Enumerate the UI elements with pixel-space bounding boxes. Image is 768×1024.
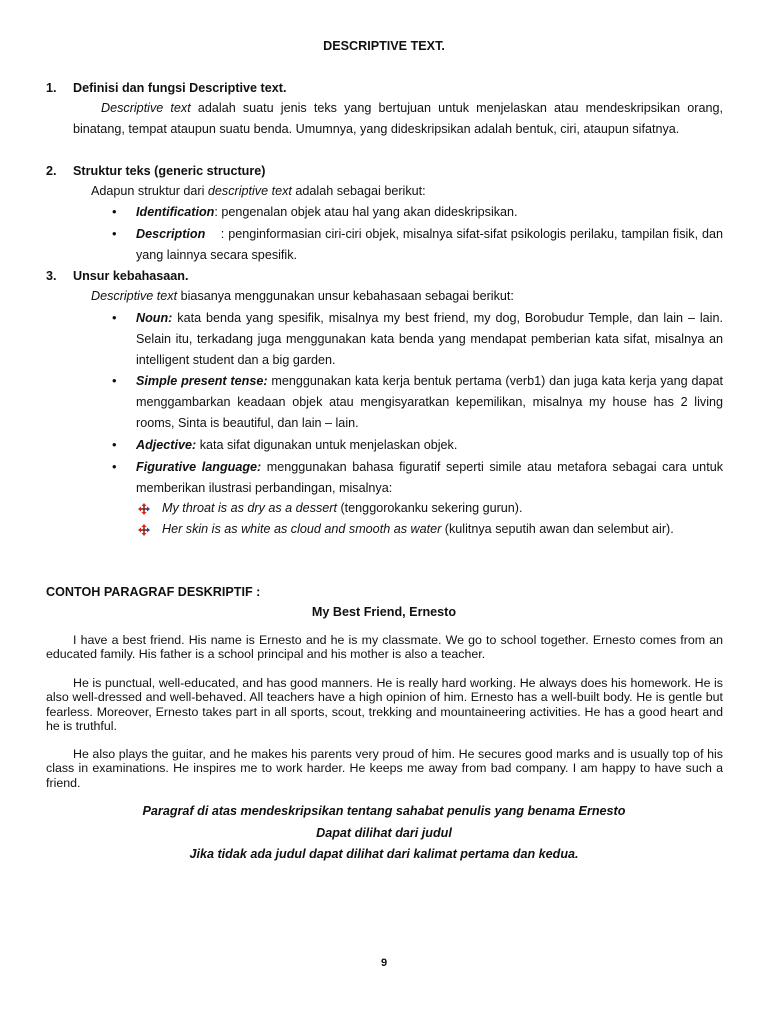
- bullet-figurative: [136, 457, 723, 499]
- story-title: My Best Friend, Ernesto: [311, 605, 457, 619]
- bullet-text: menggunakan kata kerja bentuk pertama (verb1) dan juga kata kerja yang dapat menggambarkan keadaan objek atau mengisyaratkan kepemilikan, misalnya my house has 2 living rooms, Sinta is beautiful, dan lain – lain.: [136, 374, 723, 430]
- bullet-term: Noun:: [136, 311, 173, 325]
- section-2-lead: [91, 181, 723, 202]
- example-english: My throat is as dry as a dessert: [162, 501, 337, 515]
- conclusion: [0, 801, 768, 866]
- section-3-number: 3.: [46, 269, 57, 283]
- bullet-term: Description: [136, 227, 206, 241]
- bullet-marker: •: [112, 310, 117, 325]
- page-number: 9: [380, 957, 388, 969]
- bullet-description: [136, 224, 723, 266]
- bullet-text: menggunakan bahasa figuratif seperti simile atau metafora sebagai cara untuk memberikan ilustrasi perbandingan, misalnya:: [136, 460, 723, 495]
- example-translation: (tenggorokanku sekering gurun).: [336, 501, 523, 515]
- section-1-body: [73, 98, 723, 140]
- bullet-simple-present: [136, 371, 723, 433]
- figurative-example-1: [162, 498, 723, 519]
- section-2-lead-post: adalah sebagai berikut:: [291, 184, 426, 198]
- bullet-noun: [136, 308, 723, 370]
- bullet-marker: •: [112, 459, 117, 474]
- section-3-heading: Unsur kebahasaan.: [73, 269, 189, 283]
- example-translation: (kulitnya seputih awan dan selembut air).: [441, 522, 674, 536]
- bullet-marker: •: [112, 204, 117, 219]
- conclusion-line-1: Paragraf di atas mendeskripsikan tentang sahabat penulis yang benama Ernesto: [142, 804, 626, 818]
- bullet-marker: •: [112, 437, 117, 452]
- section-2-lead-pre: Adapun struktur dari: [91, 184, 208, 198]
- story-paragraph-1: I have a best friend. His name is Ernesto and he is my classmate. We go to school together. Ernesto comes from an educated family. His father is a school principal and his mother is also a teacher.: [46, 633, 723, 662]
- example-english: Her skin is as white as cloud and smooth as water: [162, 522, 442, 536]
- conclusion-line-2: Dapat dilihat dari judul: [316, 825, 452, 840]
- figurative-example-2: [162, 519, 723, 540]
- section-2-lead-term: descriptive text: [207, 184, 292, 198]
- section-3-lead: [91, 286, 723, 307]
- section-1-number: 1.: [46, 81, 57, 95]
- document-title: DESCRIPTIVE TEXT.: [323, 39, 445, 53]
- section-3-lead-term: Descriptive text: [91, 289, 178, 303]
- section-2-heading: Struktur teks (generic structure): [73, 164, 266, 178]
- story-paragraph-3: He also plays the guitar, and he makes his parents very proud of him. He secures good marks and is usually top of his class in examinations. He inspires me to work harder. He keeps me away from bad company. I am happy to have such a friend.: [46, 747, 723, 790]
- bullet-term: Identification: [136, 205, 215, 219]
- section-1-term: Descriptive text: [101, 101, 191, 115]
- bullet-marker: •: [112, 373, 117, 388]
- bullet-term: Simple present tense:: [136, 374, 268, 388]
- conclusion-line-3: Jika tidak ada judul dapat dilihat dari kalimat pertama dan kedua.: [189, 847, 579, 861]
- four-way-arrow-icon: [137, 502, 151, 516]
- example-heading: CONTOH PARAGRAF DESKRIPTIF :: [46, 585, 261, 599]
- bullet-identification: [136, 202, 723, 223]
- story-paragraph-2: He is punctual, well-educated, and has good manners. He is really hard working. He always does his homework. He is also well-dressed and well-behaved. All teachers have a high opinion of him. Ernesto has a well-built body. He is gentle but fearless. Moreover, Ernesto takes part in all sports, scout, trekking and mountaineering activities. He has a good heart and he is truthful.: [46, 676, 723, 733]
- section-1-text: adalah suatu jenis teks yang bertujuan untuk menjelaskan atau mendeskripsikan orang, binatang, tempat ataupun suatu benda. Umumnya, yang dideskripsikan adalah bentuk, ciri, ataupun sifatnya.: [73, 101, 723, 136]
- bullet-marker: •: [112, 226, 117, 241]
- section-2-number: 2.: [46, 164, 57, 178]
- bullet-text: : penginformasian ciri-ciri objek, misalnya sifat-sifat psikologis perilaku, tampilan fisik, dan yang lainnya secara spesifik.: [136, 227, 723, 262]
- bullet-text: kata benda yang spesifik, misalnya my best friend, my dog, Borobudur Temple, dan lain – lain. Selain itu, terkadang juga menggunakan kata benda yang mendapat pemberian kata sifat, misalnya an intelligent student dan a big garden.: [136, 311, 723, 367]
- bullet-adjective: [136, 435, 723, 456]
- section-3-lead-post: biasanya menggunakan unsur kebahasaan sebagai berikut:: [177, 289, 514, 303]
- section-1-heading: Definisi dan fungsi Descriptive text.: [73, 81, 287, 95]
- four-way-arrow-icon: [137, 523, 151, 537]
- bullet-term: Figurative language:: [136, 460, 262, 474]
- bullet-text: kata sifat digunakan untuk menjelaskan objek.: [196, 438, 458, 452]
- bullet-term: Adjective:: [136, 438, 197, 452]
- bullet-text: : pengenalan objek atau hal yang akan dideskripsikan.: [214, 205, 518, 219]
